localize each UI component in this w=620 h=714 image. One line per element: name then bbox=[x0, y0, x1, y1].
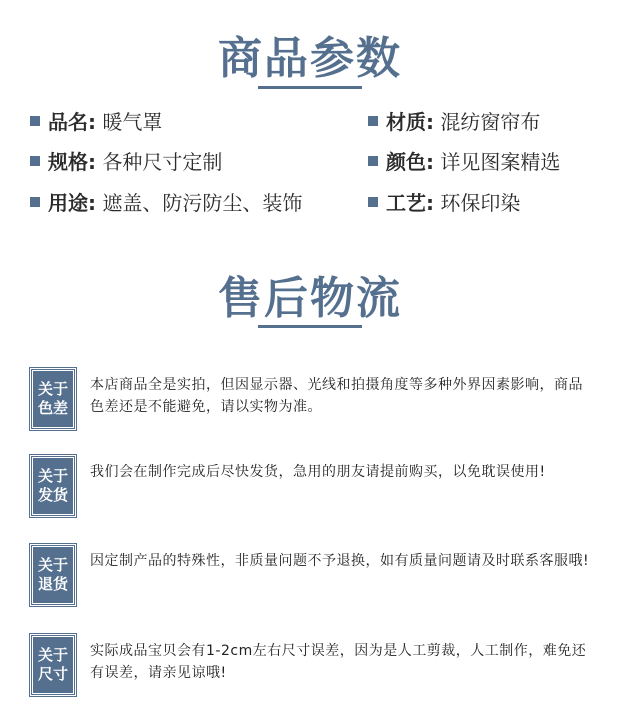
bullet-square-icon bbox=[368, 197, 378, 207]
note-returns bbox=[30, 544, 600, 606]
note-text: 因定制产品的特殊性，非质量问题不予退换，如有质量问题请及时联系客服哦! bbox=[90, 553, 590, 569]
note-badge bbox=[30, 368, 76, 430]
badge-line: 尺寸 bbox=[37, 665, 68, 683]
param-color bbox=[368, 146, 560, 175]
param-value: 暖气罩 bbox=[102, 110, 163, 134]
after-sales-title: 售后物流 bbox=[218, 273, 402, 324]
bullet-square-icon bbox=[30, 116, 40, 126]
badge-line: 关于 bbox=[37, 380, 68, 398]
badge-line: 关于 bbox=[37, 646, 68, 664]
note-color-difference bbox=[30, 368, 600, 430]
param-key: 用途: bbox=[48, 191, 96, 215]
param-key: 规格: bbox=[48, 150, 96, 174]
param-key: 颜色: bbox=[386, 150, 434, 174]
badge-line: 发货 bbox=[37, 486, 68, 504]
param-name bbox=[30, 106, 162, 135]
param-value: 各种尺寸定制 bbox=[102, 150, 223, 174]
badge-line: 关于 bbox=[37, 467, 68, 485]
after-sales-title-underline bbox=[258, 325, 362, 328]
param-value: 混纺窗帘布 bbox=[440, 110, 541, 134]
param-spec bbox=[30, 146, 222, 175]
note-shipping bbox=[30, 455, 600, 517]
badge-line: 色差 bbox=[37, 399, 68, 417]
badge-line: 关于 bbox=[37, 556, 68, 574]
param-craft bbox=[368, 187, 520, 216]
param-value: 详见图案精选 bbox=[440, 150, 561, 174]
param-material bbox=[368, 106, 540, 135]
bullet-square-icon bbox=[30, 197, 40, 207]
params-title: 商品参数 bbox=[218, 33, 402, 84]
note-size bbox=[30, 634, 600, 696]
badge-line: 退货 bbox=[37, 575, 68, 593]
param-key: 材质: bbox=[386, 110, 434, 134]
param-usage bbox=[30, 187, 302, 216]
bullet-square-icon bbox=[368, 156, 378, 166]
bullet-square-icon bbox=[30, 156, 40, 166]
param-key: 品名: bbox=[48, 110, 96, 134]
param-value: 环保印染 bbox=[440, 191, 521, 215]
note-badge bbox=[30, 455, 76, 517]
note-text: 本店商品全是实拍，但因显示器、光线和拍摄角度等多种外界因素影响，商品色差还是不能避免，请以实物为准。 bbox=[90, 377, 583, 415]
note-badge bbox=[30, 634, 76, 696]
param-value: 遮盖、防污防尘、装饰 bbox=[102, 191, 303, 215]
param-key: 工艺: bbox=[386, 191, 434, 215]
note-text: 实际成品宝贝会有1-2cm左右尺寸误差，因为是人工剪裁，人工制作，难免还有误差，请亲见谅哦! bbox=[90, 643, 587, 681]
note-badge bbox=[30, 544, 76, 606]
note-text: 我们会在制作完成后尽快发货，急用的朋友请提前购买，以免耽误使用! bbox=[90, 464, 546, 480]
bullet-square-icon bbox=[368, 116, 378, 126]
params-title-underline bbox=[258, 86, 362, 89]
